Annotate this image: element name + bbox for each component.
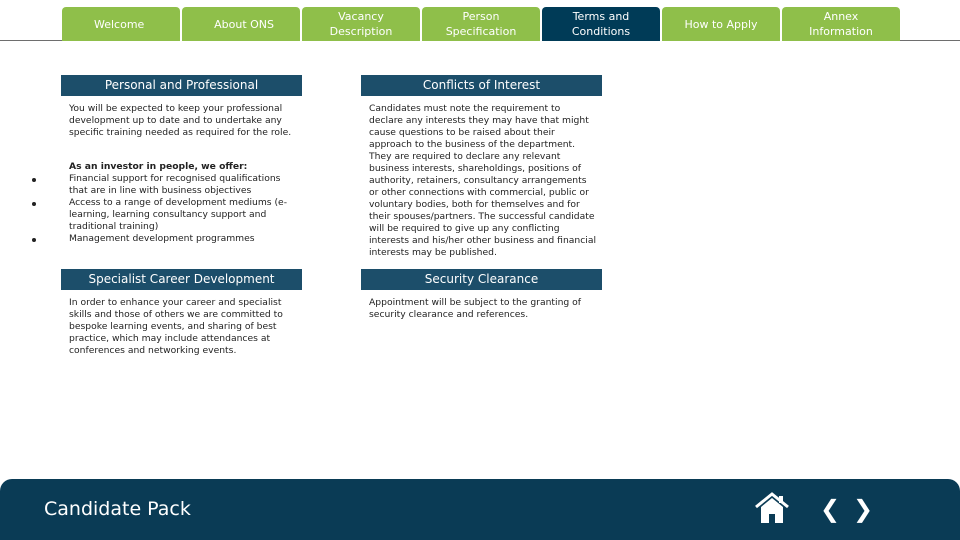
security-body-text: Appointment will be subject to the granting of security clearance and references. (369, 297, 582, 320)
section-heading-text: Personal and Professional (104, 78, 259, 92)
list-item (69, 197, 297, 233)
personal-lead-text: As an investor in people, we offer: (69, 161, 248, 172)
tab-about-ons[interactable] (182, 7, 300, 41)
personal-intro-text: You will be expected to keep your professional development up to date and to undertake any specific training needed as required for the role. (69, 103, 292, 138)
section-header-security-clearance (361, 269, 602, 290)
next-page-icon[interactable]: ❯ (853, 495, 874, 523)
tab-label: Annex Information (809, 10, 873, 38)
specialist-body-text: In order to enhance your career and specialist skills and those of others we are committed to bespoke learning events, and sharing of best practice, which may include attendances at conferences and networking events. (69, 297, 283, 356)
tab-label: Vacancy Description (329, 10, 393, 38)
bullet-icon (32, 178, 36, 182)
list-item-text: Access to a range of development mediums (e-learning, learning consultancy support and traditional training) (69, 197, 288, 232)
section-body-specialist-career (69, 297, 297, 357)
bullet-icon (32, 202, 36, 206)
footer-title: Candidate Pack (44, 498, 191, 520)
list-item (69, 233, 297, 245)
section-body-personal-professional (69, 103, 297, 245)
section-body-conflicts-of-interest (369, 103, 597, 259)
section-heading-text: Conflicts of Interest (422, 78, 541, 92)
home-icon[interactable] (754, 492, 790, 524)
tab-label: Welcome (94, 17, 145, 31)
tab-label: Person Specification (445, 10, 517, 38)
tab-label: Terms and Conditions (571, 10, 631, 38)
tab-vacancy-description[interactable] (302, 7, 420, 41)
tab-how-to-apply[interactable] (662, 7, 780, 41)
header-rule-left (0, 40, 62, 41)
header-rule-right (900, 40, 960, 41)
tab-terms-and-conditions[interactable] (542, 7, 660, 41)
list-item (69, 173, 297, 197)
tab-welcome[interactable] (62, 7, 180, 41)
section-body-security-clearance (369, 297, 597, 321)
section-header-specialist-career (61, 269, 302, 290)
section-heading-text: Security Clearance (424, 272, 539, 286)
bullet-icon (32, 238, 36, 242)
conflicts-body-text: Candidates must note the requirement to declare any interests they may have that might cause questions to be raised about their approach to the business of the department. They are required to declare any relevant business interests, shareholdings, positions of authority, retainers, consultancy arrangements or other connections with commercial, public or voluntary bodies, both for themselves and for their spouses/partners. The successful candidate will be required to give up any conflicting interests and his/her other business and financial interests may be published. (369, 103, 597, 258)
previous-page-icon[interactable]: ❮ (820, 495, 841, 523)
personal-offer-list (69, 173, 297, 245)
section-header-conflicts-of-interest (361, 75, 602, 96)
list-item-text: Management development programmes (69, 233, 255, 244)
tab-person-specification[interactable] (422, 7, 540, 41)
section-header-personal-professional (61, 75, 302, 96)
section-heading-text: Specialist Career Development (88, 272, 275, 286)
tab-annex-information[interactable] (782, 7, 900, 41)
list-item-text: Financial support for recognised qualifications that are in line with business objectives (69, 173, 281, 196)
tab-label: How to Apply (684, 17, 758, 31)
footer-bar (0, 479, 960, 540)
tab-label: About ONS (214, 17, 274, 31)
